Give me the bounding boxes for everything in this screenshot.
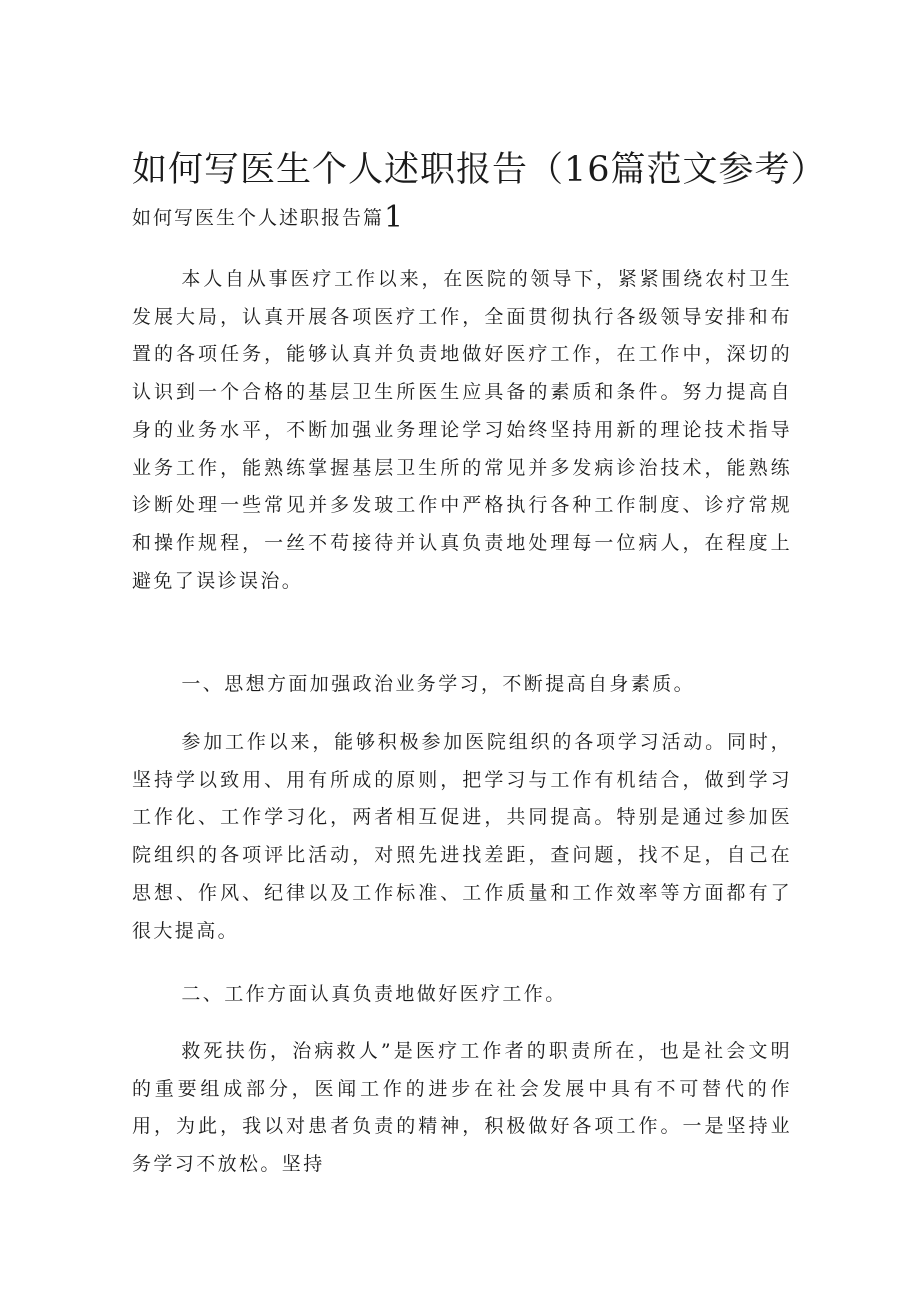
- body-paragraph: 参加工作以来，能够积极参加医院组织的各项学习活动。同时，坚持学以致用、用有所成的原则，把学习与工作有机结合，做到学习工作化、工作学习化，两者相互促进，共同提高。特别是通过参加医院组织的各项评比活动，对照先进找差距，查问题，找不足，自己在思想、作风、纪律以及工作标准、工作质量和工作效率等方面都有了很大提高。: [132, 731, 792, 942]
- section-title-number: 1: [384, 200, 404, 235]
- section-title-text: 如何写医生个人述职报告篇: [132, 207, 385, 229]
- document-title: 如何写医生个人述职报告（16篇范文参考）: [132, 150, 827, 190]
- section-title: [132, 200, 404, 235]
- body-paragraph: 本人自从事医疗工作以来，在医院的领导下，紧紧围绕农村卫生发展大局，认真开展各项医疗工作，全面贯彻执行各级领导安排和布置的各项任务，能够认真并负责地做好医疗工作，在工作中，深切的认识到一个合格的基层卫生所医生应具备的素质和条件。努力提高自身的业务水平，不断加强业务理论学习始终坚持用新的理论技术指导业务工作，能熟练掌握基层卫生所的常见并多发病诊治技术，能熟练诊断处理一些常见并多发玻工作中严格执行各种工作制度、诊疗常规和操作规程，一丝不苟接待并认真负责地处理每一位病人，在程度上避免了误诊误治。: [132, 268, 792, 592]
- subheading-paragraph: 一、思想方面加强政治业务学习，不断提高自身素质。: [181, 673, 695, 695]
- body-paragraph: 救死扶伤，治病救人”是医疗工作者的职责所在，也是社会文明的重要组成部分，医闻工作的进步在社会发展中具有不可替代的作用，为此，我以对患者负责的精神，积极做好各项工作。一是坚持业务学习不放松。坚持: [132, 1040, 792, 1176]
- subheading-paragraph: 二、工作方面认真负责地做好医疗工作。: [181, 983, 567, 1005]
